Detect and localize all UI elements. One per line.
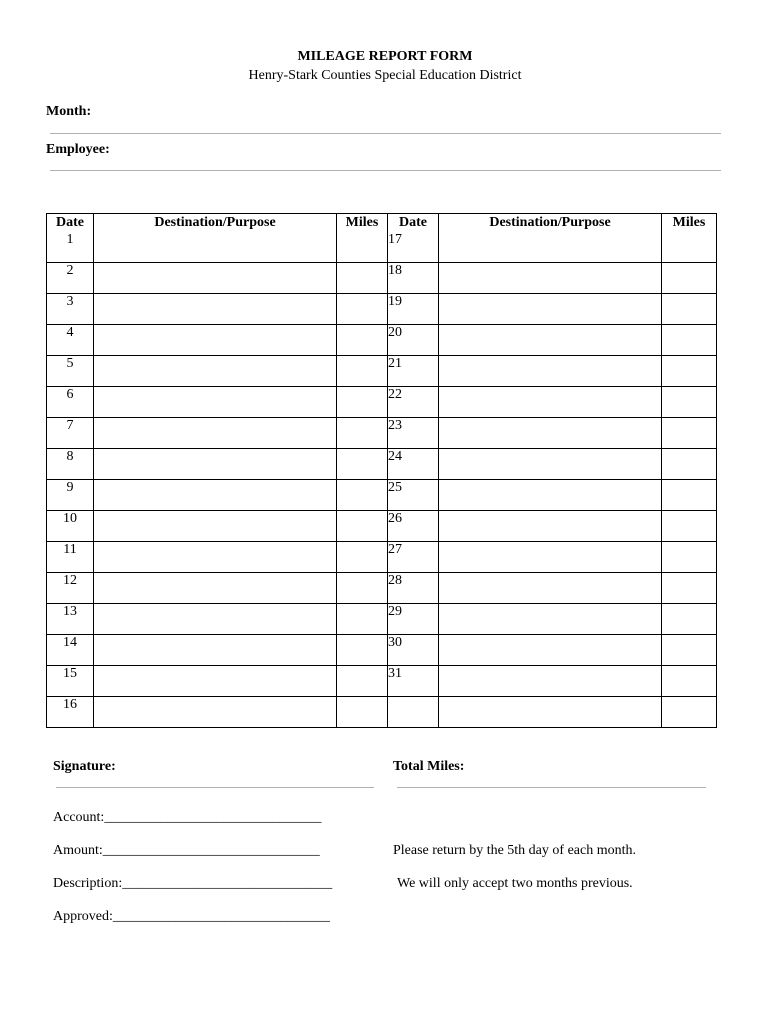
miles-cell-left[interactable] <box>337 325 388 356</box>
date-cell-right: 19 <box>388 294 439 325</box>
header-miles-left: Miles <box>337 214 388 233</box>
destination-cell-left[interactable] <box>94 325 337 356</box>
destination-cell-left[interactable] <box>94 666 337 697</box>
date-cell-left: 2 <box>47 263 94 294</box>
miles-cell-right[interactable] <box>662 573 717 604</box>
destination-cell-right[interactable] <box>439 294 662 325</box>
month-label: Month: <box>46 104 92 119</box>
date-cell-right <box>388 697 439 728</box>
destination-cell-left[interactable] <box>94 480 337 511</box>
date-cell-right: 23 <box>388 418 439 449</box>
table-row <box>47 294 717 325</box>
miles-cell-right[interactable] <box>662 418 717 449</box>
destination-cell-right[interactable] <box>439 232 662 263</box>
miles-cell-right[interactable] <box>662 387 717 418</box>
miles-cell-right[interactable] <box>662 511 717 542</box>
date-cell-right: 24 <box>388 449 439 480</box>
date-cell-left: 4 <box>47 325 94 356</box>
header-destination-right: Destination/Purpose <box>439 214 662 233</box>
destination-cell-left[interactable] <box>94 573 337 604</box>
destination-cell-right[interactable] <box>439 511 662 542</box>
mileage-table <box>46 213 717 728</box>
miles-cell-left[interactable] <box>337 387 388 418</box>
table-row <box>47 418 717 449</box>
miles-cell-right[interactable] <box>662 449 717 480</box>
table-row <box>47 511 717 542</box>
date-cell-left: 11 <box>47 542 94 573</box>
miles-cell-left[interactable] <box>337 480 388 511</box>
miles-cell-right[interactable] <box>662 635 717 666</box>
date-cell-right: 18 <box>388 263 439 294</box>
destination-cell-left[interactable] <box>94 635 337 666</box>
account-field[interactable]: Account:_______________________________ <box>53 810 322 825</box>
header-miles-right: Miles <box>662 214 717 233</box>
destination-cell-left[interactable] <box>94 511 337 542</box>
date-cell-left: 16 <box>47 697 94 728</box>
signature-label: Signature: <box>53 759 116 774</box>
miles-cell-right[interactable] <box>662 542 717 573</box>
destination-cell-left[interactable] <box>94 542 337 573</box>
destination-cell-left[interactable] <box>94 418 337 449</box>
date-cell-right: 31 <box>388 666 439 697</box>
table-row <box>47 573 717 604</box>
miles-cell-right[interactable] <box>662 666 717 697</box>
destination-cell-left[interactable] <box>94 294 337 325</box>
miles-cell-right[interactable] <box>662 356 717 387</box>
form-title: MILEAGE REPORT FORM <box>297 49 473 64</box>
table-row <box>47 325 717 356</box>
amount-field[interactable]: Amount:_______________________________ <box>53 843 320 858</box>
date-cell-left: 3 <box>47 294 94 325</box>
description-field[interactable]: Description:______________________________ <box>53 876 333 891</box>
destination-cell-left[interactable] <box>94 387 337 418</box>
date-cell-right: 22 <box>388 387 439 418</box>
table-row <box>47 232 717 263</box>
destination-cell-right[interactable] <box>439 697 662 728</box>
date-cell-left: 9 <box>47 480 94 511</box>
form-subtitle: Henry-Stark Counties Special Education District <box>248 68 522 83</box>
miles-cell-left[interactable] <box>337 604 388 635</box>
table-row <box>47 263 717 294</box>
miles-cell-right[interactable] <box>662 325 717 356</box>
destination-cell-left[interactable] <box>94 697 337 728</box>
date-cell-right: 25 <box>388 480 439 511</box>
date-cell-left: 7 <box>47 418 94 449</box>
table-row <box>47 480 717 511</box>
header-destination-left: Destination/Purpose <box>94 214 337 233</box>
date-cell-right: 29 <box>388 604 439 635</box>
table-header-row <box>47 214 717 233</box>
date-cell-left: 6 <box>47 387 94 418</box>
table-row <box>47 356 717 387</box>
destination-cell-left[interactable] <box>94 604 337 635</box>
date-cell-left: 1 <box>47 232 94 263</box>
destination-cell-left[interactable] <box>94 449 337 480</box>
signature-line[interactable] <box>56 787 374 788</box>
miles-cell-left[interactable] <box>337 449 388 480</box>
date-cell-left: 10 <box>47 511 94 542</box>
total-miles-line[interactable] <box>397 787 706 788</box>
miles-cell-left[interactable] <box>337 542 388 573</box>
date-cell-left: 14 <box>47 635 94 666</box>
table-row <box>47 449 717 480</box>
miles-cell-left[interactable] <box>337 356 388 387</box>
destination-cell-left[interactable] <box>94 263 337 294</box>
accept-note: We will only accept two months previous. <box>397 876 633 891</box>
miles-cell-left[interactable] <box>337 418 388 449</box>
destination-cell-right[interactable] <box>439 263 662 294</box>
date-cell-left: 8 <box>47 449 94 480</box>
table-row <box>47 635 717 666</box>
miles-cell-left[interactable] <box>337 573 388 604</box>
miles-cell-right[interactable] <box>662 604 717 635</box>
destination-cell-right[interactable] <box>439 387 662 418</box>
table-row <box>47 387 717 418</box>
date-cell-right: 21 <box>388 356 439 387</box>
destination-cell-right[interactable] <box>439 480 662 511</box>
date-cell-left: 12 <box>47 573 94 604</box>
month-line[interactable] <box>50 133 721 134</box>
destination-cell-right[interactable] <box>439 573 662 604</box>
destination-cell-right[interactable] <box>439 635 662 666</box>
employee-line[interactable] <box>50 170 721 171</box>
destination-cell-right[interactable] <box>439 604 662 635</box>
destination-cell-right[interactable] <box>439 325 662 356</box>
date-cell-right: 20 <box>388 325 439 356</box>
destination-cell-right[interactable] <box>439 666 662 697</box>
miles-cell-left[interactable] <box>337 666 388 697</box>
approved-field[interactable]: Approved:_______________________________ <box>53 909 330 924</box>
date-cell-left: 15 <box>47 666 94 697</box>
total-miles-label: Total Miles: <box>393 759 465 774</box>
employee-label: Employee: <box>46 142 110 157</box>
miles-cell-left[interactable] <box>337 294 388 325</box>
destination-cell-right[interactable] <box>439 449 662 480</box>
date-cell-right: 26 <box>388 511 439 542</box>
table-row <box>47 666 717 697</box>
miles-cell-right[interactable] <box>662 697 717 728</box>
miles-cell-left[interactable] <box>337 263 388 294</box>
date-cell-right: 17 <box>388 232 439 263</box>
date-cell-right: 30 <box>388 635 439 666</box>
destination-cell-right[interactable] <box>439 356 662 387</box>
date-cell-left: 5 <box>47 356 94 387</box>
miles-cell-right[interactable] <box>662 480 717 511</box>
header-date-left: Date <box>47 214 94 233</box>
miles-cell-left[interactable] <box>337 697 388 728</box>
table-row <box>47 604 717 635</box>
miles-cell-left[interactable] <box>337 635 388 666</box>
table-row <box>47 542 717 573</box>
date-cell-right: 27 <box>388 542 439 573</box>
miles-cell-right[interactable] <box>662 232 717 263</box>
table-row <box>47 697 717 728</box>
date-cell-right: 28 <box>388 573 439 604</box>
return-note: Please return by the 5th day of each month. <box>393 843 636 858</box>
header-date-right: Date <box>388 214 439 233</box>
destination-cell-right[interactable] <box>439 542 662 573</box>
destination-cell-right[interactable] <box>439 418 662 449</box>
miles-cell-right[interactable] <box>662 294 717 325</box>
miles-cell-left[interactable] <box>337 511 388 542</box>
date-cell-left: 13 <box>47 604 94 635</box>
miles-cell-right[interactable] <box>662 263 717 294</box>
miles-cell-left[interactable] <box>337 232 388 263</box>
destination-cell-left[interactable] <box>94 356 337 387</box>
destination-cell-left[interactable] <box>94 232 337 263</box>
